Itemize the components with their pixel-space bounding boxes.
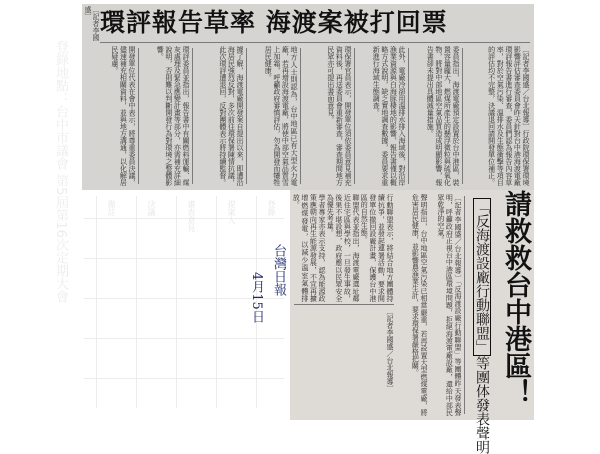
form-cell: 登錄 bbox=[267, 200, 276, 216]
column-rule bbox=[300, 48, 301, 184]
article-paragraph: 聯盟代表並指出，海渡電廠選址鄰近住宅區與學校，一旦發生事故，後果不堪設想，政府應以民眾安全為優先考量。 bbox=[326, 194, 360, 302]
form-cell: 決議 bbox=[147, 200, 156, 216]
article-paragraph: 聲明指出，台中地區空氣污染已相當嚴重，若再設置大型燃煤電廠，將危害居民健康，並影響農漁業生計，要求環保署嚴格把關。 bbox=[411, 194, 428, 416]
bleed-through-text: 登錄地點：台中市議會 第5屆第16次定期大會 bbox=[53, 40, 68, 303]
article-paragraph: 此外，電廠冷卻用溫排水排入海域後，對沿岸漁業資源與白海豚棲地的影響，報告書僅以概略方式說明，缺乏實地調查數據，委員要求重新進行海域生態調查。 bbox=[372, 46, 406, 186]
article-paragraph: 委員指出，海渡電廠預定設置於台中港區，裝置容量龐大，燃煤所產生的懸浮微粒與硫氧化物，將對中部地區空氣品質造成明顯影響，報告書卻未提出具體減量措施。 bbox=[426, 46, 460, 186]
form-cell: 提案人 bbox=[227, 200, 236, 224]
article-paragraph: 〔記者李國盛／台北報導〕行政院環保署環境影響評估審查委員會昨天針對台中港海渡電廠環評報告書進行審查，委員們認為報告內容草率，對於空氣污染、溫排水及生態衝擊等項目的評估均不完整，決議退回請開發單位補正。 bbox=[487, 46, 530, 186]
clipping-headline: 請救救台中港區！ bbox=[500, 190, 531, 406]
headline-rule bbox=[100, 42, 530, 43]
form-grid-line bbox=[216, 196, 217, 408]
form-grid-line bbox=[136, 196, 137, 408]
form-grid-line bbox=[176, 196, 177, 408]
article-paragraph: 地方人士則認為，台中地區已有大型火力電廠，若再增設海渡電廠，將使中部空氣品質雪上加霜，呼籲政府審慎評估，勿為開發而犧牲居民健康。 bbox=[264, 46, 298, 186]
form-grid-line bbox=[96, 196, 97, 408]
subhead-tail: 等團体發表聲明 bbox=[474, 356, 490, 454]
section-rule bbox=[294, 304, 394, 305]
form-grid-line bbox=[84, 378, 284, 379]
article-paragraph: 環評委員並指出，報告書中有關燃料運輸、煤灰處理及緊急應變計畫等部分，亦需補充詳細說明，否則難以判斷開發行為對環境之整體影響。 bbox=[156, 46, 190, 186]
clipping-harbor-appeal bbox=[290, 190, 534, 454]
form-cell: 備註 bbox=[107, 200, 116, 216]
article-paragraph: 環保署官員表示，開發單位須依委員意見補充資料後，再送委員會重新審查，審查期間地方民眾亦可提出書面意見。 bbox=[326, 46, 352, 186]
article-paragraph: 學者專家亦表示支持，認為能源政策應朝向再生能源發展，不宜再擴增燃煤發電，以減少溫室氣體排放。 bbox=[292, 194, 326, 302]
clipping-environmental-review bbox=[82, 4, 534, 190]
article-paragraph: 行動聯盟表示，將結合地方團體持續抗爭，並發起連署活動，要求開發單位撤回設廠計畫，保護台中港區的自然生態。 bbox=[360, 194, 394, 302]
alliance-name-box: 「反海渡設廠行動聯盟」 bbox=[474, 200, 490, 354]
column-rule bbox=[192, 48, 193, 184]
column-rule bbox=[408, 48, 409, 184]
handwritten-date: 4月15日 bbox=[249, 272, 264, 323]
article-paragraph: 據了解，海渡電廠開發案自提出以來，即遭沿海居民強烈反對，多次前往環保署陳情抗議，此次環評遭退回，反對團體表示將持續監督。 bbox=[218, 46, 244, 186]
clipping-caption: 〔記者李國盛〕 bbox=[84, 6, 100, 41]
form-cell: 審查意見 bbox=[187, 200, 196, 232]
column-rule bbox=[462, 48, 463, 184]
article-paragraph: 開發單位代表在會中表示，將尊重委員決議，儘速補充相關資料，並與地方溝通，以化解居民疑慮。 bbox=[110, 46, 136, 186]
handwritten-source-name: 台灣日報 bbox=[271, 244, 286, 296]
column-rule bbox=[464, 196, 465, 414]
clipping-headline: 環評報告草率 海渡案被打回票 bbox=[100, 8, 448, 37]
column-rule bbox=[354, 48, 355, 184]
column-rule bbox=[138, 48, 139, 184]
column-rule bbox=[246, 48, 247, 184]
article-paragraph: 〔記者李國盛／台北報導〕「反海渡設廠行動聯盟」等團體昨天發表聲明，呼籲政府正視台中港區環境問題，拒絕海渡電廠設廠，還給中部民眾乾淨的空氣。 bbox=[436, 194, 462, 416]
article-caption: 〔記者李國盛／台北報導〕 bbox=[386, 308, 394, 392]
clipping-subhead bbox=[468, 198, 492, 454]
